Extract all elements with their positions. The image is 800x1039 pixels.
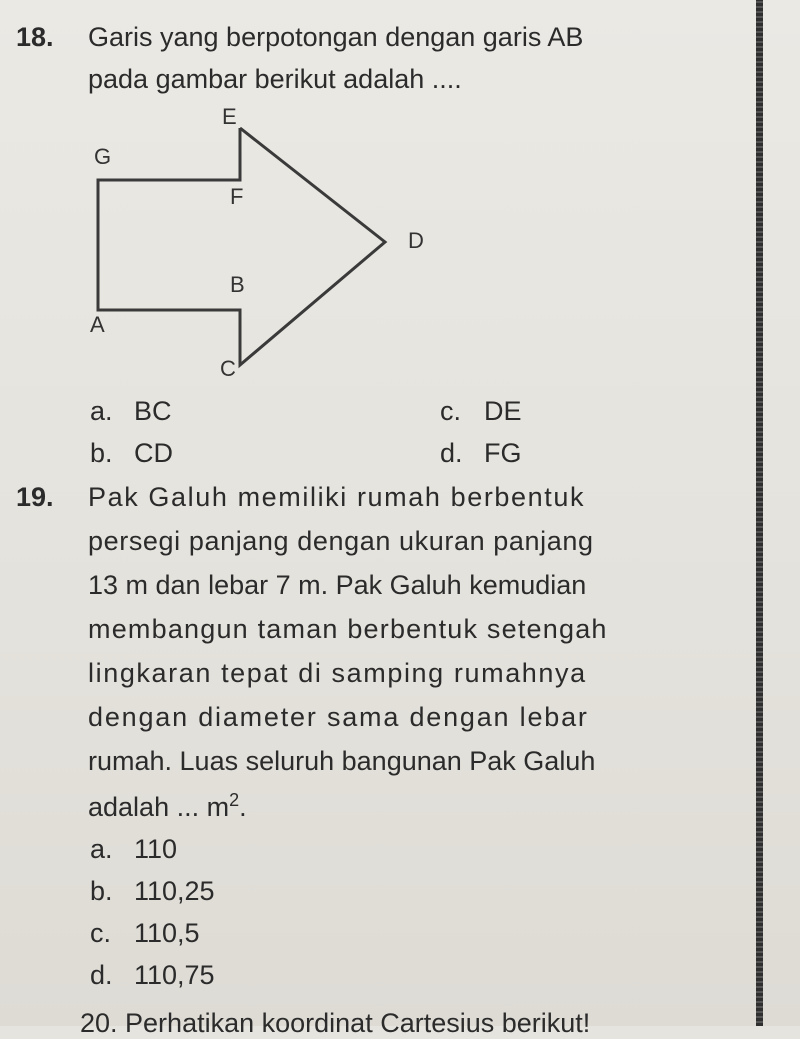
last-line-period: . <box>239 792 247 822</box>
q19-number: 19. <box>16 482 54 512</box>
arrow-outline <box>98 128 385 365</box>
option-text: 110,5 <box>134 918 200 948</box>
q19-text-line-3: 13 m dan lebar 7 m. Pak Galuh kemudian <box>88 570 587 600</box>
label-g: G <box>94 144 112 169</box>
option-letter: a. <box>90 396 113 426</box>
q19-text-line-5: lingkaran tepat di samping rumahnya <box>88 658 587 688</box>
label-e: E <box>222 104 237 129</box>
q18-option-a[interactable] <box>90 396 172 427</box>
option-text: 110,25 <box>134 876 215 906</box>
q18-option-c[interactable] <box>440 396 522 427</box>
q19-text-line-8 <box>88 790 247 823</box>
q19-option-b[interactable] <box>90 876 215 907</box>
q18-text-line-2: pada gambar berikut adalah .... <box>88 64 462 94</box>
option-letter: d. <box>90 960 113 990</box>
q18-number: 18. <box>16 22 54 52</box>
option-letter: d. <box>440 438 463 468</box>
label-a: A <box>90 312 105 337</box>
q19-option-a[interactable] <box>90 834 177 865</box>
q19-option-d[interactable] <box>90 960 215 991</box>
label-c: C <box>220 356 236 381</box>
option-text: DE <box>484 396 522 426</box>
q19-text-line-1: Pak Galuh memiliki rumah berbentuk <box>88 482 586 512</box>
q18-text-line-1: Garis yang berpotongan dengan garis AB <box>88 22 584 52</box>
last-line-text: adalah ... m <box>88 792 230 822</box>
option-text: FG <box>484 438 522 468</box>
option-text: CD <box>134 438 173 468</box>
q18-arrow-figure <box>80 100 440 390</box>
q19-text-line-7: rumah. Luas seluruh bangunan Pak Galuh <box>88 746 596 776</box>
option-letter: c. <box>440 396 462 426</box>
option-letter: a. <box>90 834 113 864</box>
label-d: D <box>408 228 424 253</box>
q19-text-line-4: membangun taman berbentuk setengah <box>88 614 608 644</box>
label-f: F <box>230 184 244 209</box>
q18-option-b[interactable] <box>90 438 173 469</box>
option-letter: b. <box>90 876 113 906</box>
option-text: 110 <box>134 834 178 864</box>
label-b: B <box>230 272 245 297</box>
q19-text-line-6: dengan diameter sama dengan lebar <box>88 702 589 732</box>
option-letter: c. <box>90 918 112 948</box>
option-letter: b. <box>90 438 113 468</box>
q19-option-c[interactable] <box>90 918 200 949</box>
q18-option-d[interactable] <box>440 438 522 469</box>
page-margin-rule <box>756 0 763 1026</box>
next-question-cut-off: 20. Perhatikan koordinat Cartesius berikut! <box>80 1008 591 1038</box>
superscript-2: 2 <box>229 790 240 810</box>
q19-text-line-2: persegi panjang dengan ukuran panjang <box>88 526 594 556</box>
arrow-shape-diagram <box>80 100 440 390</box>
option-text: BC <box>134 396 172 426</box>
option-text: 110,75 <box>134 960 215 990</box>
